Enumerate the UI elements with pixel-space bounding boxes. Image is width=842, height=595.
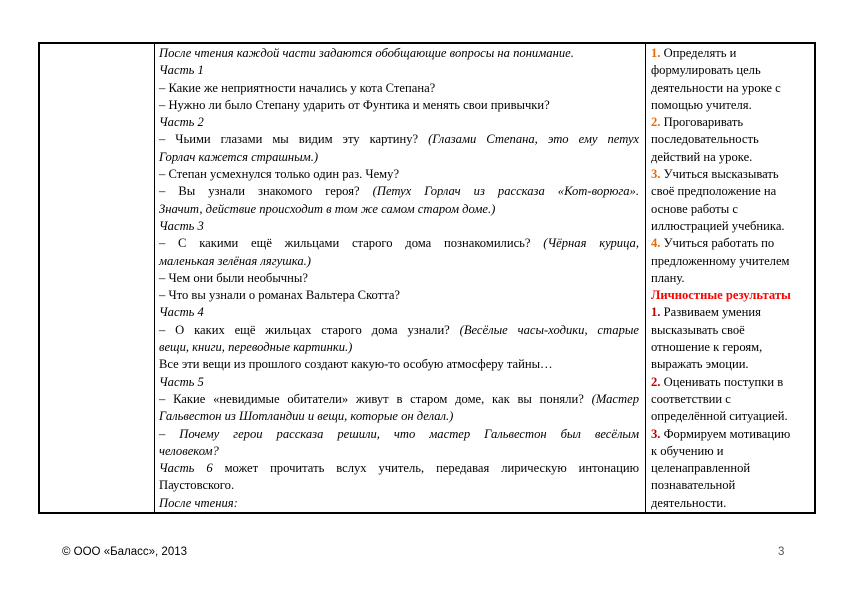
- result-line: деятельности.: [651, 495, 727, 510]
- result-line: помощью учителя.: [651, 97, 752, 112]
- text-line: Часть 6 может прочитать вслух учитель, передавая лирическую интонацию: [159, 461, 640, 476]
- part-heading: Часть 5: [159, 374, 204, 389]
- question: – О каких ещё жильцах старого дома узнали? (Весёлые часы-ходики, старые: [159, 322, 639, 337]
- answer: Гальвестон из Шотландии и вещи, которые он делал.): [159, 409, 454, 424]
- result-item: 1. Определять и: [651, 46, 737, 60]
- result-line: предложенному учителем: [651, 253, 790, 268]
- answer: Значит, действие происходит в том же самом старом доме.): [159, 201, 496, 216]
- question: – Какие же неприятности начались у кота Степана?: [159, 80, 436, 95]
- question: – Какие «невидимые обитатели» живут в старом доме, как вы поняли? (Мастер: [159, 391, 639, 406]
- result-line: деятельности на уроке с: [651, 80, 781, 95]
- result-line: к обучению и: [651, 443, 724, 458]
- question: – С какими ещё жильцами старого дома познакомились? (Чёрная курица,: [159, 236, 639, 251]
- result-item: 2. Проговаривать: [651, 115, 744, 130]
- result-line: плану.: [651, 270, 685, 285]
- lesson-content-cell: [159, 45, 639, 512]
- part-heading: Часть 3: [159, 218, 204, 233]
- result-item: 2. Оценивать поступки в: [651, 374, 784, 389]
- result-line: высказывать своё: [651, 322, 745, 337]
- result-line: последовательность: [651, 132, 759, 147]
- text-line: После чтения:: [159, 495, 238, 510]
- answer: Горлач кажется страшным.): [159, 149, 319, 164]
- lesson-table: [38, 42, 816, 514]
- question: – Нужно ли было Степану ударить от Фунтика и менять свои привычки?: [159, 97, 550, 112]
- result-line: отношение к героям,: [651, 340, 763, 355]
- text-line: Паустовского.: [159, 478, 235, 493]
- question: – Степан усмехнулся только один раз. Чему?: [159, 167, 400, 182]
- question: – Чьими глазами мы видим эту картину? (Глазами Степана, это ему петух: [159, 132, 640, 147]
- question-continued: человеком?: [159, 443, 219, 458]
- copyright-footer: © ООО «Баласс», 2013: [62, 546, 188, 558]
- result-item: 3. Формируем мотивацию: [651, 426, 791, 441]
- result-item: 4. Учиться работать по: [651, 236, 775, 251]
- result-line: познавательной: [651, 478, 736, 493]
- question: – Вы узнали знакомого героя? (Петух Горлач из рассказа «Кот-ворюга».: [159, 184, 639, 199]
- answer: вещи, книги, переводные картинки.): [159, 340, 353, 355]
- text-line: Все эти вещи из прошлого создают какую-то особую атмосферу тайны…: [159, 357, 553, 372]
- results-cell: [651, 45, 811, 512]
- answer: маленькая зелёная лягушка.): [159, 253, 311, 268]
- question: – Чем они были необычны?: [159, 270, 308, 285]
- result-line: выражать эмоции.: [651, 357, 749, 372]
- result-line: определённой ситуацией.: [651, 409, 788, 424]
- question: – Почему герои рассказа решили, что мастер Гальвестон был весёлым: [159, 426, 639, 441]
- result-item: 1. Развиваем умения: [651, 305, 761, 320]
- result-line: иллюстрацией учебника.: [651, 218, 785, 233]
- result-line: основе работы с: [651, 201, 738, 216]
- result-line: формулировать цель: [651, 63, 761, 78]
- part-heading: Часть 2: [159, 115, 204, 130]
- result-item: 3. Учиться высказывать: [651, 167, 779, 182]
- page-number: 3: [778, 546, 785, 558]
- table-border-right: [814, 44, 816, 512]
- part-heading: Часть 4: [159, 305, 204, 320]
- column-divider-2: [645, 44, 646, 512]
- result-line: целенаправленной: [651, 461, 751, 476]
- result-line: соответствии с: [651, 391, 731, 406]
- column-divider-1: [154, 44, 155, 512]
- table-border-left: [38, 44, 40, 512]
- personal-results-heading: Личностные результаты: [651, 288, 791, 303]
- question: – Что вы узнали о романах Вальтера Скотта?: [159, 288, 401, 303]
- result-line: своё предположение на: [651, 184, 777, 199]
- result-line: действий на уроке.: [651, 149, 753, 164]
- part-heading: Часть 1: [159, 63, 204, 78]
- text-line: После чтения каждой части задаются обобщающие вопросы на понимание.: [159, 46, 574, 60]
